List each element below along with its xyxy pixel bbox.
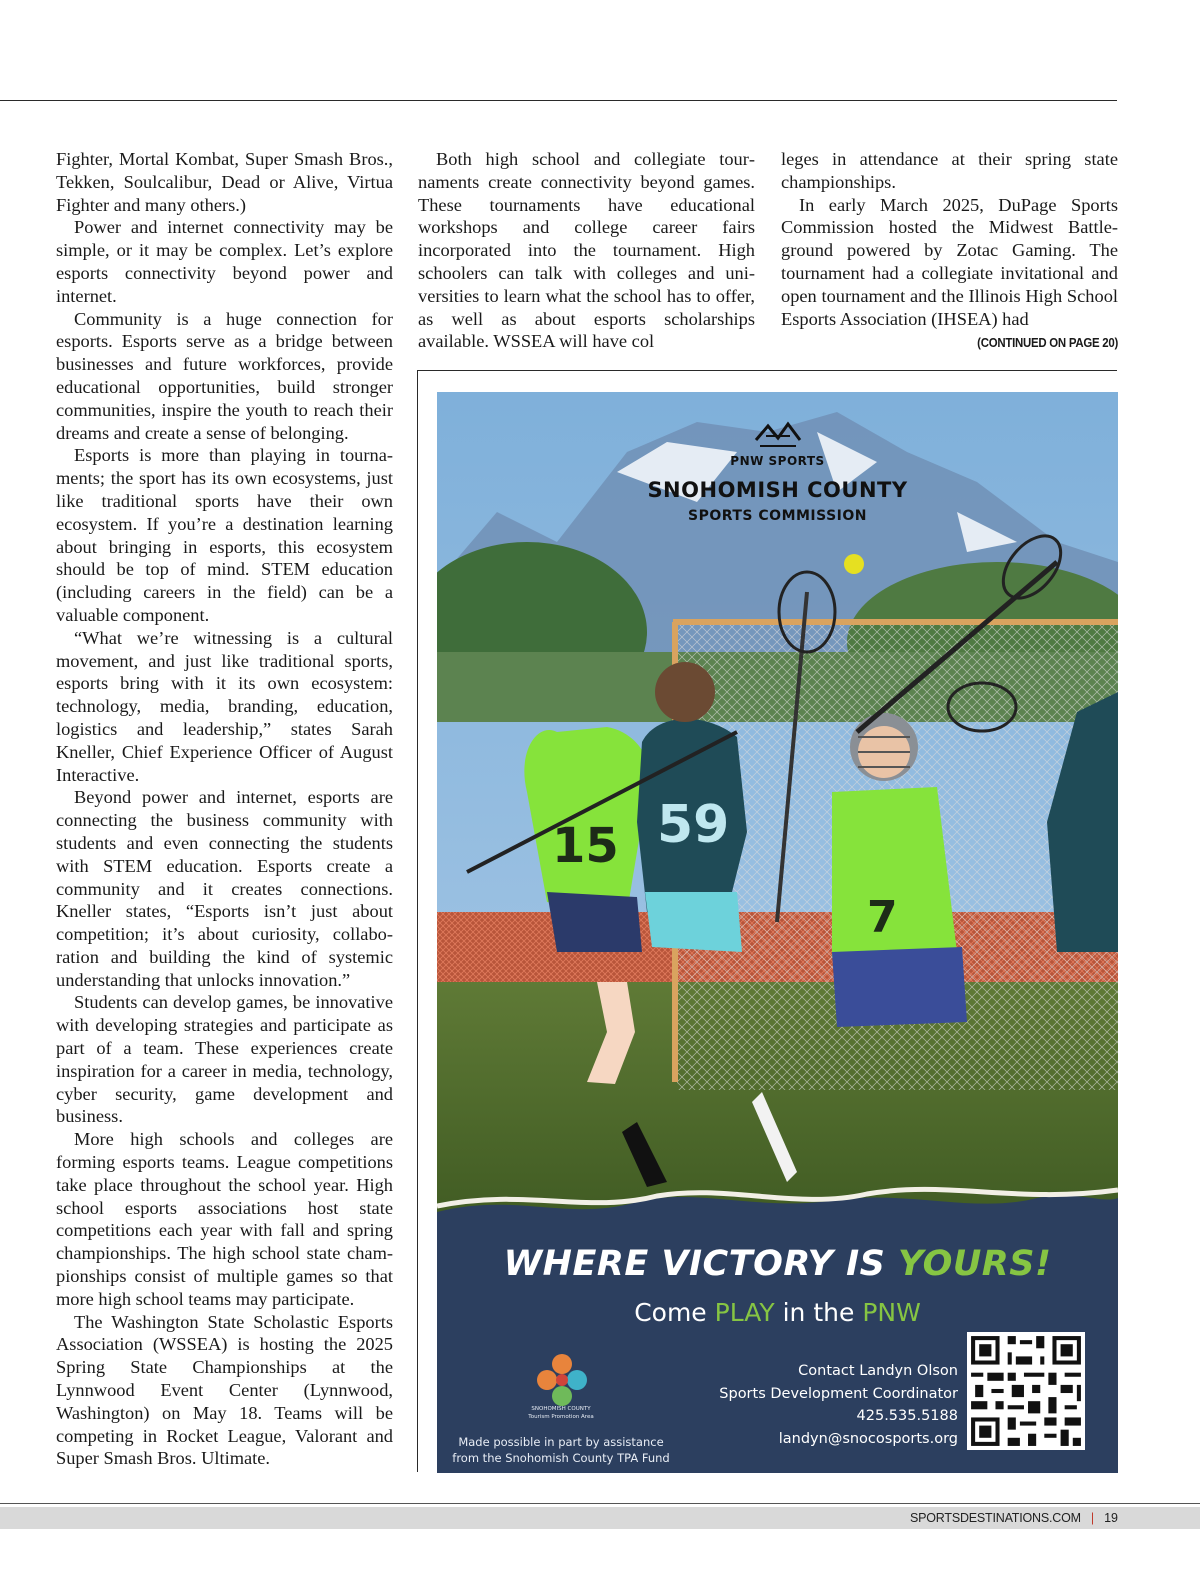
contact-title: Sports Development Coordinator — [719, 1385, 958, 1402]
footer-rule — [0, 1503, 1200, 1504]
paragraph: Fighter, Mortal Kombat, Super Smash Bros., Tekken, Soulcalibur, Dead or Alive, Virtua Fighter and many others.) — [56, 149, 393, 215]
ad-subheadline — [437, 1298, 1118, 1327]
paragraph: Beyond power and internet, esports are connecting the business community with students and even connecting the students with STEM education. Esports create a community and it creates connections. Kneller states, “Esports isn’t just about competition; it’s about curiosity, collaboration and building the kind of systemic understanding that unlocks innovation.” — [56, 787, 393, 990]
paragraph: In early March 2025, DuPage Sports Commission hosted the Midwest Battleground powered by Zotac Gaming. The tournament had a collegiate invitational and open tournament and the Illinois High School Esports Association (IHSEA) had — [781, 194, 1118, 329]
ad-contact — [719, 1360, 958, 1451]
ad-frame-rule — [417, 370, 1117, 371]
article-column-2 — [418, 148, 755, 353]
jersey-number: 59 — [657, 795, 730, 855]
paragraph: Students can develop games, be innovative with developing strategies and participate as part of a team. These experiences create inspiration for a career in media, technology, cyber security, game development and business. — [56, 992, 393, 1127]
paragraph: More high schools and colleges are forming esports teams. League competitions take place throughout the school year. High school esports associations host state competitions each year with fall and spring championships. The high school state championships consist of multiple games so that more high school teams may participate. — [56, 1129, 393, 1309]
tpa-logo-caption-line: Tourism Promotion Area — [528, 1414, 594, 1420]
continued-note: (CONTINUED ON PAGE 20) — [977, 335, 1118, 351]
ad-frame-rule — [417, 370, 418, 1472]
paragraph: Community is a huge connection for esports. Esports serve as a bridge between businesses and future workforces, provide educational opportunities, build stronger communities, inspire the youth to reach their dreams and create a sense of belonging. — [56, 308, 393, 443]
ad-credit-line: from the Snohomish County TPA Fund — [452, 1451, 670, 1465]
footer — [910, 1511, 1118, 1525]
ad-headline-accent: YOURS! — [898, 1244, 1052, 1284]
paragraph: leges in attendance at their spring state championships. — [781, 149, 1118, 192]
tpa-logo-caption — [485, 1405, 637, 1421]
tpa-logo-caption-line: SNOHOMISH COUNTY — [531, 1406, 591, 1412]
ad-headline-main: WHERE VICTORY IS — [503, 1244, 899, 1284]
jersey-number: 15 — [552, 818, 619, 874]
ad-brand-block — [437, 416, 1118, 524]
qr-code-icon[interactable] — [967, 1332, 1085, 1450]
advertisement[interactable] — [437, 392, 1118, 1473]
ad-credit-line: Made possible in part by assistance — [458, 1435, 664, 1449]
ad-sub-text: Come — [634, 1298, 715, 1327]
ad-credit — [437, 1434, 685, 1466]
contact-name: Contact Landyn Olson — [798, 1363, 958, 1379]
contact-email[interactable]: landyn@snocosports.org — [778, 1431, 958, 1448]
ad-brand-county: SNOHOMISH COUNTY — [647, 478, 908, 502]
ad-brand-commission: SPORTS COMMISSION — [687, 508, 867, 524]
ad-sub-pnw: PNW — [862, 1298, 921, 1327]
ad-brand-small: PNW SPORTS — [730, 454, 825, 468]
article-column-3 — [781, 148, 1118, 355]
jersey-number: 7 — [867, 892, 898, 943]
footer-site[interactable]: SPORTSDESTINATIONS.COM — [909, 1511, 1081, 1525]
ad-headline — [437, 1244, 1118, 1284]
page-number: 19 — [1104, 1511, 1118, 1525]
contact-phone[interactable]: 425.535.5188 — [856, 1408, 958, 1425]
paragraph: Esports is more than playing in tournaments; the sport has its own ecosystems, just like traditional sports have their own ecosystem. If you’re a destination learning about bringing in esports, this ecosystem should be top of mind. STEM education (including careers in the field) can be a valuable component. — [56, 445, 393, 625]
ad-sub-text: in the — [774, 1298, 863, 1327]
header-rule — [0, 100, 1117, 101]
article-column-1 — [56, 148, 393, 1470]
paragraph: “What we’re witnessing is a cultural movement, and just like traditional sports, esports bring with it its own ecosystem: technology, media, branding, education, logistics and leadership,” states Sarah Kneller, Chief Experience Officer of August Interactive. — [56, 627, 393, 785]
paragraph: Both high school and collegiate tournaments create connectivity beyond games. These tournaments have educational workshops and college career fairs incorporated into the tournament. High schoolers can talk with colleges and universities to learn what the school has to offer, as well as about esports scholarships available. WSSEA will have col — [418, 149, 755, 352]
footer-separator: | — [1090, 1511, 1095, 1525]
paragraph: The Washington State Scholastic Esports Association (WSSEA) is hosting the 2025 Spring State Championships at the Lynnwood Event Center (Lynnwood, Washington) on May 18. Teams will be competing in Rocket League, Valorant and Super Smash Bros. Ultimate. — [56, 1311, 393, 1469]
paragraph: Power and internet connectivity may be simple, or it may be complex. Let’s explore esports connectivity beyond power and internet. — [56, 217, 393, 306]
ad-sub-play: PLAY — [714, 1298, 775, 1327]
mountain-logo-icon — [752, 416, 804, 450]
